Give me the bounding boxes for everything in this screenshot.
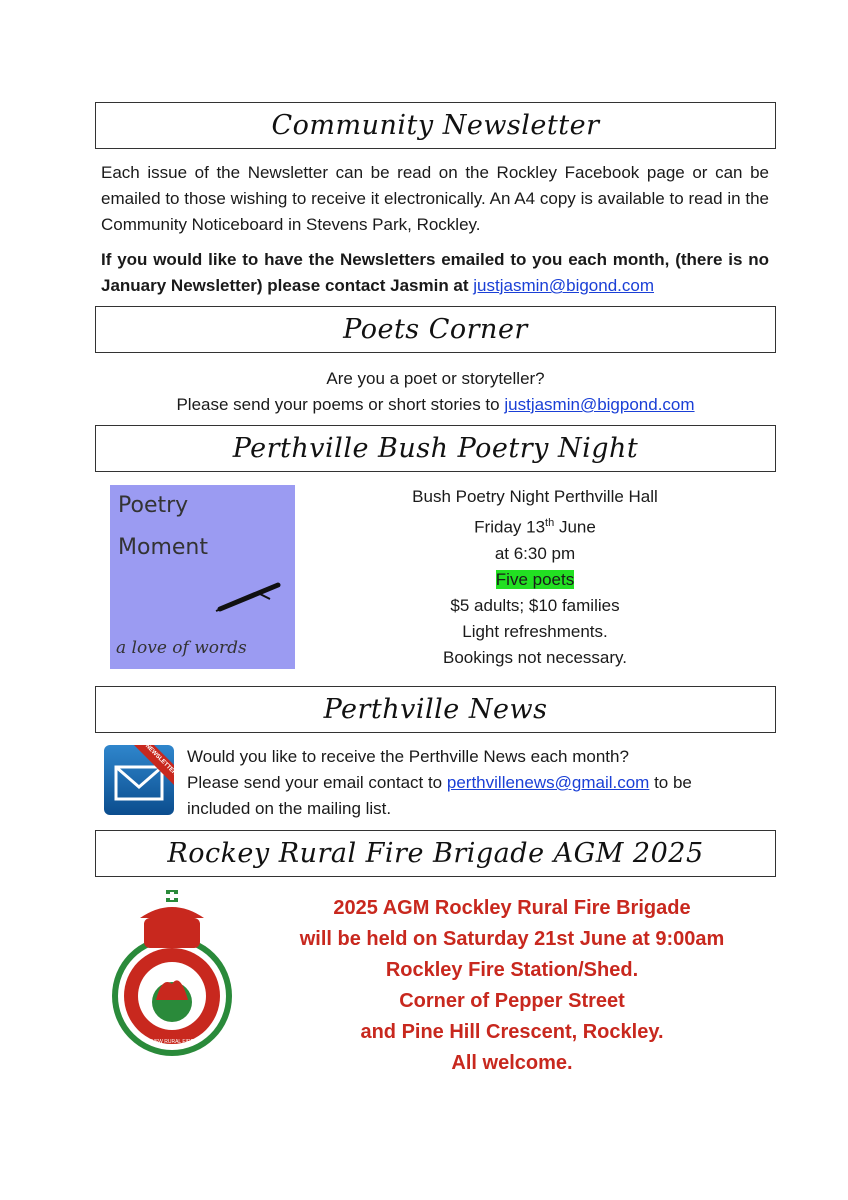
bush-detail-venue: Bush Poetry Night Perthville Hall bbox=[412, 487, 658, 506]
community-newsletter-heading-box bbox=[95, 102, 776, 149]
community-newsletter-title: Community Newsletter bbox=[271, 110, 600, 141]
poetry-moment-caption: a love of words bbox=[116, 638, 247, 658]
perthville-news-title: Perthville News bbox=[323, 694, 548, 725]
perthville-news-heading-box bbox=[95, 686, 776, 733]
poetry-moment-image bbox=[110, 485, 295, 669]
rfb-line-1: 2025 AGM Rockley Rural Fire Brigade bbox=[333, 897, 691, 919]
perthville-news-text bbox=[187, 744, 777, 822]
newsletter-ribbon-text: NEWSLETTER bbox=[143, 743, 178, 777]
bush-detail-refreshments: Light refreshments. bbox=[462, 621, 608, 641]
bush-poetry-title: Perthville Bush Poetry Night bbox=[232, 433, 639, 464]
poets-corner-heading-box bbox=[95, 306, 776, 353]
perthville-question: Would you like to receive the Perthville News each month? bbox=[187, 747, 629, 766]
perthville-email-link[interactable]: perthvillenews@gmail.com bbox=[446, 773, 650, 792]
rfb-line-2: will be held on Saturday 21st June at 9:00am bbox=[299, 928, 725, 950]
bush-detail-bookings: Bookings not necessary. bbox=[443, 647, 627, 667]
bush-detail-date: Friday 13th June bbox=[474, 517, 596, 537]
newsletter-paragraph: Each issue of the Newsletter can be read on the Rockley Facebook page or can be emailed to those wishing to receive it electronically. An A4 copy is available to read in the Community Noticeboard in Stevens Park, Rockley. bbox=[101, 163, 769, 234]
rfb-heading-box bbox=[95, 830, 776, 877]
rfb-line-6: All welcome. bbox=[451, 1052, 573, 1074]
rfb-title: Rockey Rural Fire Brigade AGM 2025 bbox=[167, 838, 704, 869]
poets-question: Are you a poet or storyteller? bbox=[326, 369, 545, 388]
bush-detail-time: at 6:30 pm bbox=[494, 543, 576, 563]
newsletter-envelope-icon bbox=[104, 743, 178, 815]
poets-corner-text bbox=[95, 366, 776, 418]
nsw-rfs-logo bbox=[100, 888, 245, 1058]
poetry-moment-line1: Poetry bbox=[118, 493, 189, 518]
poets-corner-title: Poets Corner bbox=[343, 314, 528, 345]
bush-detail-price: $5 adults; $10 families bbox=[450, 595, 620, 615]
bush-detail-poets: Five poets bbox=[495, 569, 575, 589]
bush-poetry-details bbox=[360, 484, 710, 671]
newsletter-contact-text: If you would like to have the Newsletters emailed to you each month, (there is no January Newsletter) please contact Jasmin at bbox=[101, 250, 769, 295]
rfb-line-4: Corner of Pepper Street bbox=[399, 990, 625, 1012]
newsletter-contact-paragraph bbox=[101, 247, 769, 299]
rfb-announcement bbox=[262, 893, 762, 1079]
rfb-line-5: and Pine Hill Crescent, Rockley. bbox=[360, 1021, 664, 1043]
newsletter-email-link[interactable]: justjasmin@bigond.com bbox=[473, 276, 655, 295]
bush-poetry-heading-box bbox=[95, 425, 776, 472]
poetry-moment-line2: Moment bbox=[118, 535, 208, 560]
pen-icon bbox=[210, 577, 290, 617]
perthville-mailing-list: included on the mailing list. bbox=[187, 799, 392, 818]
perthville-request: Please send your email contact to perthvillenews@gmail.com to be bbox=[187, 773, 692, 792]
poets-email-link[interactable]: justjasmin@bigpond.com bbox=[504, 395, 695, 414]
rfb-line-3: Rockley Fire Station/Shed. bbox=[385, 959, 639, 981]
nsw-rfs-logo-text: NSW RURAL FIRE SERVICE bbox=[151, 1039, 194, 1051]
poets-request bbox=[95, 392, 776, 418]
poets-request-text: Please send your poems or short stories to bbox=[176, 395, 500, 414]
